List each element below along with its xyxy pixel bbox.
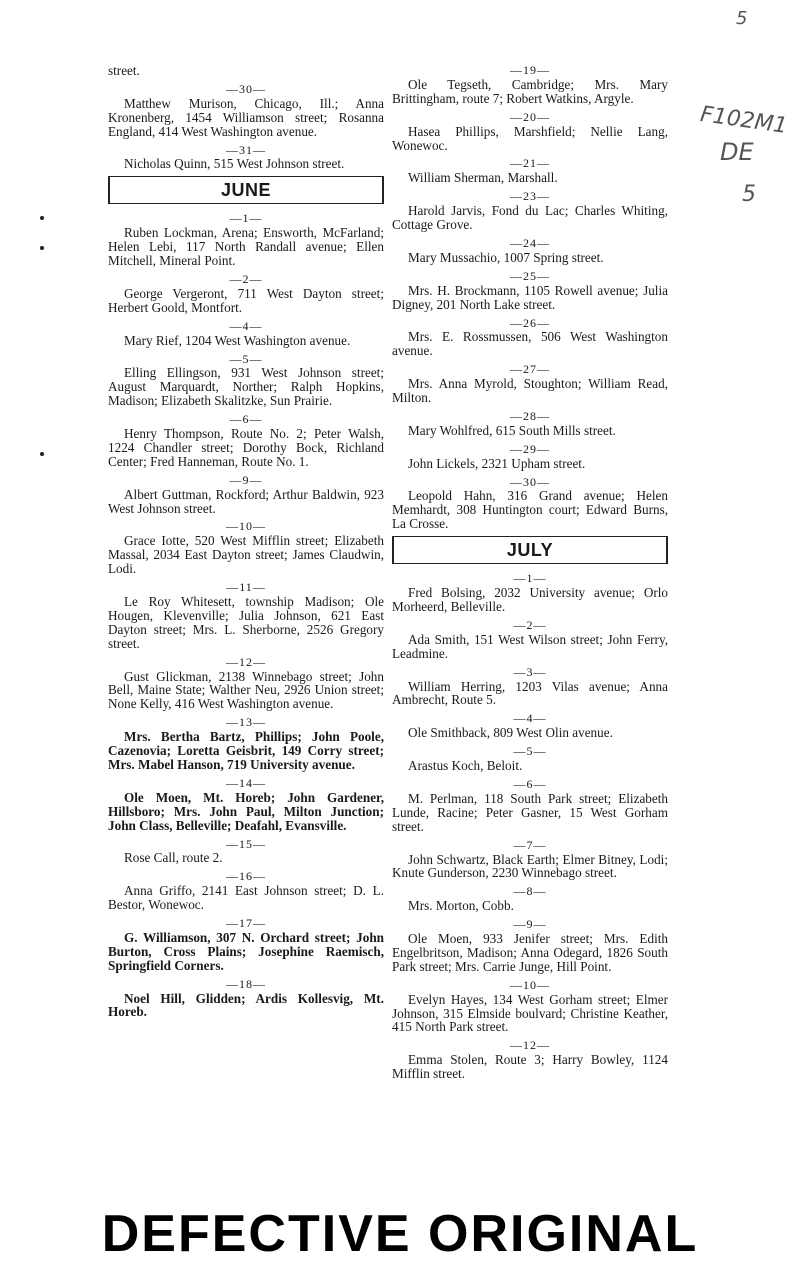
date-header: —6—: [513, 776, 547, 791]
birth-entry: Hasea Phillips, Marshfield; Nellie Lang, Wonewoc.: [392, 123, 668, 153]
date-header: —25—: [510, 268, 550, 283]
date-header: —5—: [229, 351, 263, 366]
date-header: —18—: [226, 976, 266, 991]
date-header: —26—: [510, 315, 550, 330]
month-heading: JULY: [392, 536, 668, 564]
margin-dot: [40, 216, 44, 220]
birth-entry: Elling Ellingson, 931 West Johnson street; August Marquardt, Norther; Ralph Hopkins, Madison; Elizabeth Skalitzke, Sun Prairie.: [108, 365, 384, 409]
birth-entry: Le Roy Whitesett, township Madison; Ole Hougen, Klevenville; Julia Johnson, 621 East Dayton street; Mrs. L. Sherborne, 2526 Gregory street.: [108, 594, 384, 651]
date-header: —2—: [229, 271, 263, 286]
date-header: —20—: [510, 109, 550, 124]
date-header: —10—: [226, 519, 266, 534]
date-header: —9—: [513, 917, 547, 932]
birth-entry: Mrs. Morton, Cobb.: [408, 898, 514, 914]
date-header: —13—: [226, 715, 266, 730]
date-header: —27—: [510, 362, 550, 377]
birth-entry: Evelyn Hayes, 134 West Gorham street; Elmer Johnson, 315 Elmside boulvard; Christine Keather, 415 North Park street.: [392, 991, 668, 1035]
birth-entry: Gust Glickman, 2138 Winnebago street; John Bell, Maine State; Walther Neu, 2926 Union street; None Kelly, 416 West Washington avenue.: [108, 668, 384, 712]
birth-entry: Mary Rief, 1204 West Washington avenue.: [124, 332, 351, 348]
date-header: —4—: [513, 711, 547, 726]
margin-note-five: 5: [742, 182, 756, 207]
birth-entry: Ruben Lockman, Arena; Ensworth, McFarland; Helen Lebi, 117 North Randall avenue; Ellen Mitchell, Mineral Point.: [108, 225, 384, 269]
right-column: [392, 64, 668, 1086]
margin-dot: [40, 246, 44, 250]
birth-entry: Matthew Murison, Chicago, Ill.; Anna Kronenberg, 1454 Williamson street; Rosanna England, 414 West Washington avenue.: [108, 95, 384, 139]
date-header: —10—: [510, 977, 550, 992]
birth-entry: Grace Iotte, 520 West Mifflin street; Elizabeth Massal, 2034 East Dayton street; James Claudwin, Lodi.: [108, 533, 384, 577]
date-header: —19—: [510, 63, 550, 77]
birth-entry: John Schwartz, Black Earth; Elmer Bitney, Lodi; Knute Gunderson, 2230 Winnebago street.: [392, 851, 668, 881]
birth-entry: Ada Smith, 151 West Wilson street; John Ferry, Leadmine.: [392, 631, 668, 661]
date-header: —8—: [513, 884, 547, 899]
date-header: —16—: [226, 869, 266, 884]
date-header: —29—: [510, 441, 550, 456]
date-header: —21—: [510, 156, 550, 171]
margin-note-de: DE: [720, 138, 754, 166]
birth-entry: Ole Moen, 933 Jenifer street; Mrs. Edith Engelbritson, Madison; Anna Odegard, 1826 South Park street; Mrs. Carrie Junge, Hill Point.: [392, 931, 668, 974]
birth-entry: Ole Tegseth, Cambridge; Mrs. Mary Brittingham, route 7; Robert Watkins, Argyle.: [392, 76, 668, 106]
birth-entry: Emma Stolen, Route 3; Harry Bowley, 1124 Mifflin street.: [392, 1052, 668, 1082]
date-header: —6—: [229, 412, 263, 427]
birth-entry: Noel Hill, Glidden; Ardis Kollesvig, Mt. Horeb.: [108, 990, 384, 1020]
date-header: —31—: [226, 142, 266, 157]
margin-dot: [40, 452, 44, 456]
date-header: —12—: [226, 654, 266, 669]
margin-note-page-number: 5: [736, 8, 748, 29]
birth-entry: Fred Bolsing, 2032 University avenue; Orlo Morheerd, Belleville.: [392, 585, 668, 614]
birth-entry: M. Perlman, 118 South Park street; Elizabeth Lunde, Racine; Peter Gasner, 15 West Gorham street.: [392, 790, 668, 834]
birth-entry: William Herring, 1203 Vilas avenue; Anna Ambrecht, Route 5.: [392, 678, 668, 708]
date-header: —7—: [513, 837, 547, 852]
date-header: —1—: [513, 571, 547, 586]
date-header: —30—: [226, 81, 266, 96]
birth-entry: Harold Jarvis, Fond du Lac; Charles Whiting, Cottage Grove.: [392, 203, 668, 233]
birth-entry: John Lickels, 2321 Upham street.: [408, 455, 586, 471]
birth-entry: Ole Smithback, 809 West Olin avenue.: [408, 725, 613, 741]
birth-entry: street.: [108, 63, 140, 78]
birth-entry: Anna Griffo, 2141 East Johnson street; D. L. Bestor, Wonewoc.: [108, 883, 384, 913]
date-header: —2—: [513, 617, 547, 632]
birth-entry: Leopold Hahn, 316 Grand avenue; Helen Memhardt, 308 Huntington court; Edward Burns, La Crosse.: [392, 488, 668, 532]
birth-entry: G. Williamson, 307 N. Orchard street; John Burton, Cross Plains; Josephine Raemisch, Springfield Corners.: [108, 929, 384, 973]
birth-entry: Mrs. Bertha Bartz, Phillips; John Poole, Cazenovia; Loretta Geisbrit, 149 Corry street; Mrs. Mabel Hanson, 719 University avenue.: [108, 729, 384, 772]
date-header: —1—: [229, 211, 263, 226]
birth-entry: Ole Moen, Mt. Horeb; John Gardener, Hillsboro; Mrs. John Paul, Milton Junction; John Class, Belleville; Deafahl, Evansville.: [108, 789, 384, 833]
birth-entry: Rose Call, route 2.: [124, 850, 223, 866]
date-header: —17—: [226, 916, 266, 931]
date-header: —15—: [226, 836, 266, 851]
left-column: [108, 64, 384, 1024]
birth-entry: Mrs. Anna Myrold, Stoughton; William Read, Milton.: [392, 376, 668, 406]
birth-entry: Nicholas Quinn, 515 West Johnson street.: [124, 156, 345, 172]
month-heading: JUNE: [108, 176, 384, 204]
birth-entry: Arastus Koch, Beloit.: [408, 758, 523, 774]
date-header: —5—: [513, 744, 547, 759]
date-header: —30—: [510, 474, 550, 489]
birth-entry: Henry Thompson, Route No. 2; Peter Walsh, 1224 Chandler street; Dorothy Bock, Richland Center; Fred Hanneman, Route No. 1.: [108, 426, 384, 469]
defective-original-stamp: DEFECTIVE ORIGINAL: [101, 1205, 699, 1263]
date-header: —4—: [229, 318, 263, 333]
date-header: —11—: [226, 580, 266, 595]
date-header: —9—: [229, 472, 263, 487]
birth-entry: Mary Mussachio, 1007 Spring street.: [408, 249, 604, 265]
date-header: —3—: [513, 664, 547, 679]
birth-entry: Mary Wohlfred, 615 South Mills street.: [408, 422, 616, 438]
date-header: —28—: [510, 408, 550, 423]
birth-entry: George Vergeront, 711 West Dayton street; Herbert Goold, Montfort.: [108, 285, 384, 315]
birth-entry: Albert Guttman, Rockford; Arthur Baldwin, 923 West Johnson street.: [108, 486, 384, 516]
date-header: —14—: [226, 775, 266, 790]
date-header: —23—: [510, 189, 550, 204]
birth-entry: Mrs. E. Rossmussen, 506 West Washington avenue.: [392, 329, 668, 359]
birth-entry: William Sherman, Marshall.: [408, 170, 558, 186]
margin-note-code: F102M1: [698, 102, 789, 139]
birth-entry: Mrs. H. Brockmann, 1105 Rowell avenue; Julia Digney, 201 North Lake street.: [392, 282, 668, 312]
date-header: —24—: [510, 235, 550, 250]
date-header: —12—: [510, 1038, 550, 1053]
